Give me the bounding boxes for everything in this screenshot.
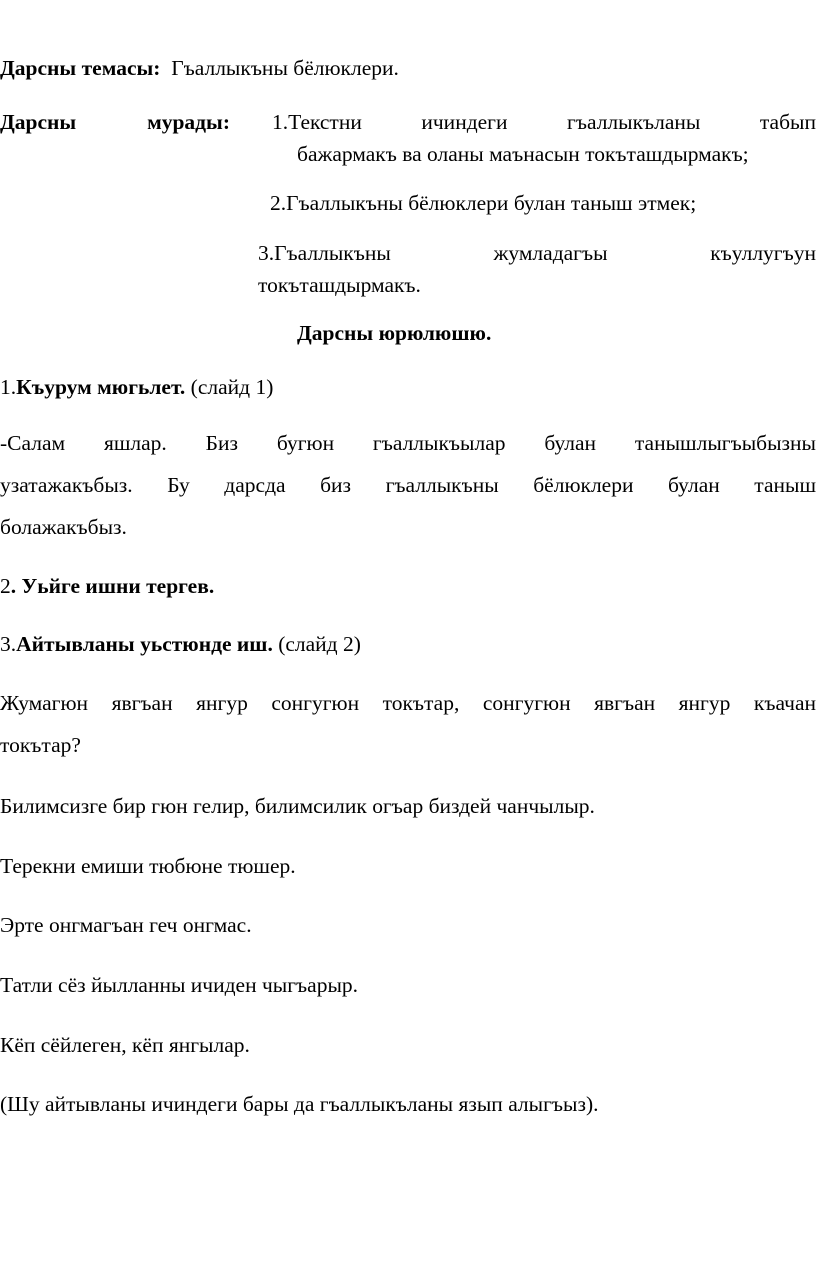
topic-value: Гъаллыкъны бёлюклери. xyxy=(171,56,399,80)
goal-2: 2.Гъаллыкъны бёлюклери булан таныш этмек; xyxy=(270,191,697,215)
step-2 xyxy=(0,576,214,598)
goal-3-line1: 3.Гъаллыкъны жумладагъы къуллугъун xyxy=(258,241,816,265)
saying-6: Кёп сёйлеген, кёп янгылар. xyxy=(0,1033,250,1057)
progress-heading-text: Дарсны юрюлюшю. xyxy=(297,321,492,345)
step-3-note: (слайд 2) xyxy=(278,632,361,656)
saying-5: Татли сёз йылланны ичиден чыгъарыр. xyxy=(0,973,359,997)
step-3 xyxy=(0,634,361,656)
greeting-line1: -Салам яшлар. Биз бугюн гъаллыкъылар булан танышлыгъыбызны xyxy=(0,431,816,455)
lesson-topic xyxy=(0,58,399,80)
greeting-line3: болажакъбыз. xyxy=(0,515,127,539)
goal-1-text: Текстни ичиндеги гъаллыкъланы табып xyxy=(288,110,816,134)
goals-label: Дарсны мурады: xyxy=(0,110,230,134)
goals-label-row xyxy=(0,112,230,134)
step-1-title: Къурум мюгьлет. xyxy=(16,375,186,399)
greeting-line2: узатажакъбыз. Бу дарсда биз гъаллыкъны бёлюклери булан таныш xyxy=(0,473,816,497)
goal-1-line2: бажармакъ ва оланы маънасын токъташдырмакъ; xyxy=(297,142,749,166)
saying-1-line2: токътар? xyxy=(0,733,81,757)
sayings-instruction: (Шу айтывланы ичиндеги бары да гъаллыкъланы язып алыгъыз). xyxy=(0,1092,599,1116)
step-1-note: (слайд 1) xyxy=(190,375,274,399)
step-2-title: . Уьйге ишни тергев. xyxy=(10,574,215,598)
goal-1-line1 xyxy=(272,112,816,134)
step-3-num: 3. xyxy=(0,632,17,656)
goal-3-line2: токъташдырмакъ. xyxy=(258,273,421,297)
step-3-title: Айтывланы уьстюнде иш. xyxy=(16,632,273,656)
goal-1-num: 1. xyxy=(272,110,289,134)
progress-heading xyxy=(297,323,491,345)
topic-label: Дарсны темасы: xyxy=(0,56,161,80)
saying-4: Эрте онгмагъан геч онгмас. xyxy=(0,913,252,937)
saying-2: Билимсизге бир гюн гелир, билимсилик огъар биздей чанчылыр. xyxy=(0,794,595,818)
step-1 xyxy=(0,377,273,399)
saying-3: Терекни емиши тюбюне тюшер. xyxy=(0,854,296,878)
step-1-num: 1. xyxy=(0,375,17,399)
saying-1-line1: Жумагюн явгъан янгур сонгугюн токътар, сонгугюн явгъан янгур къачан xyxy=(0,691,816,715)
step-2-num: 2 xyxy=(0,574,11,598)
